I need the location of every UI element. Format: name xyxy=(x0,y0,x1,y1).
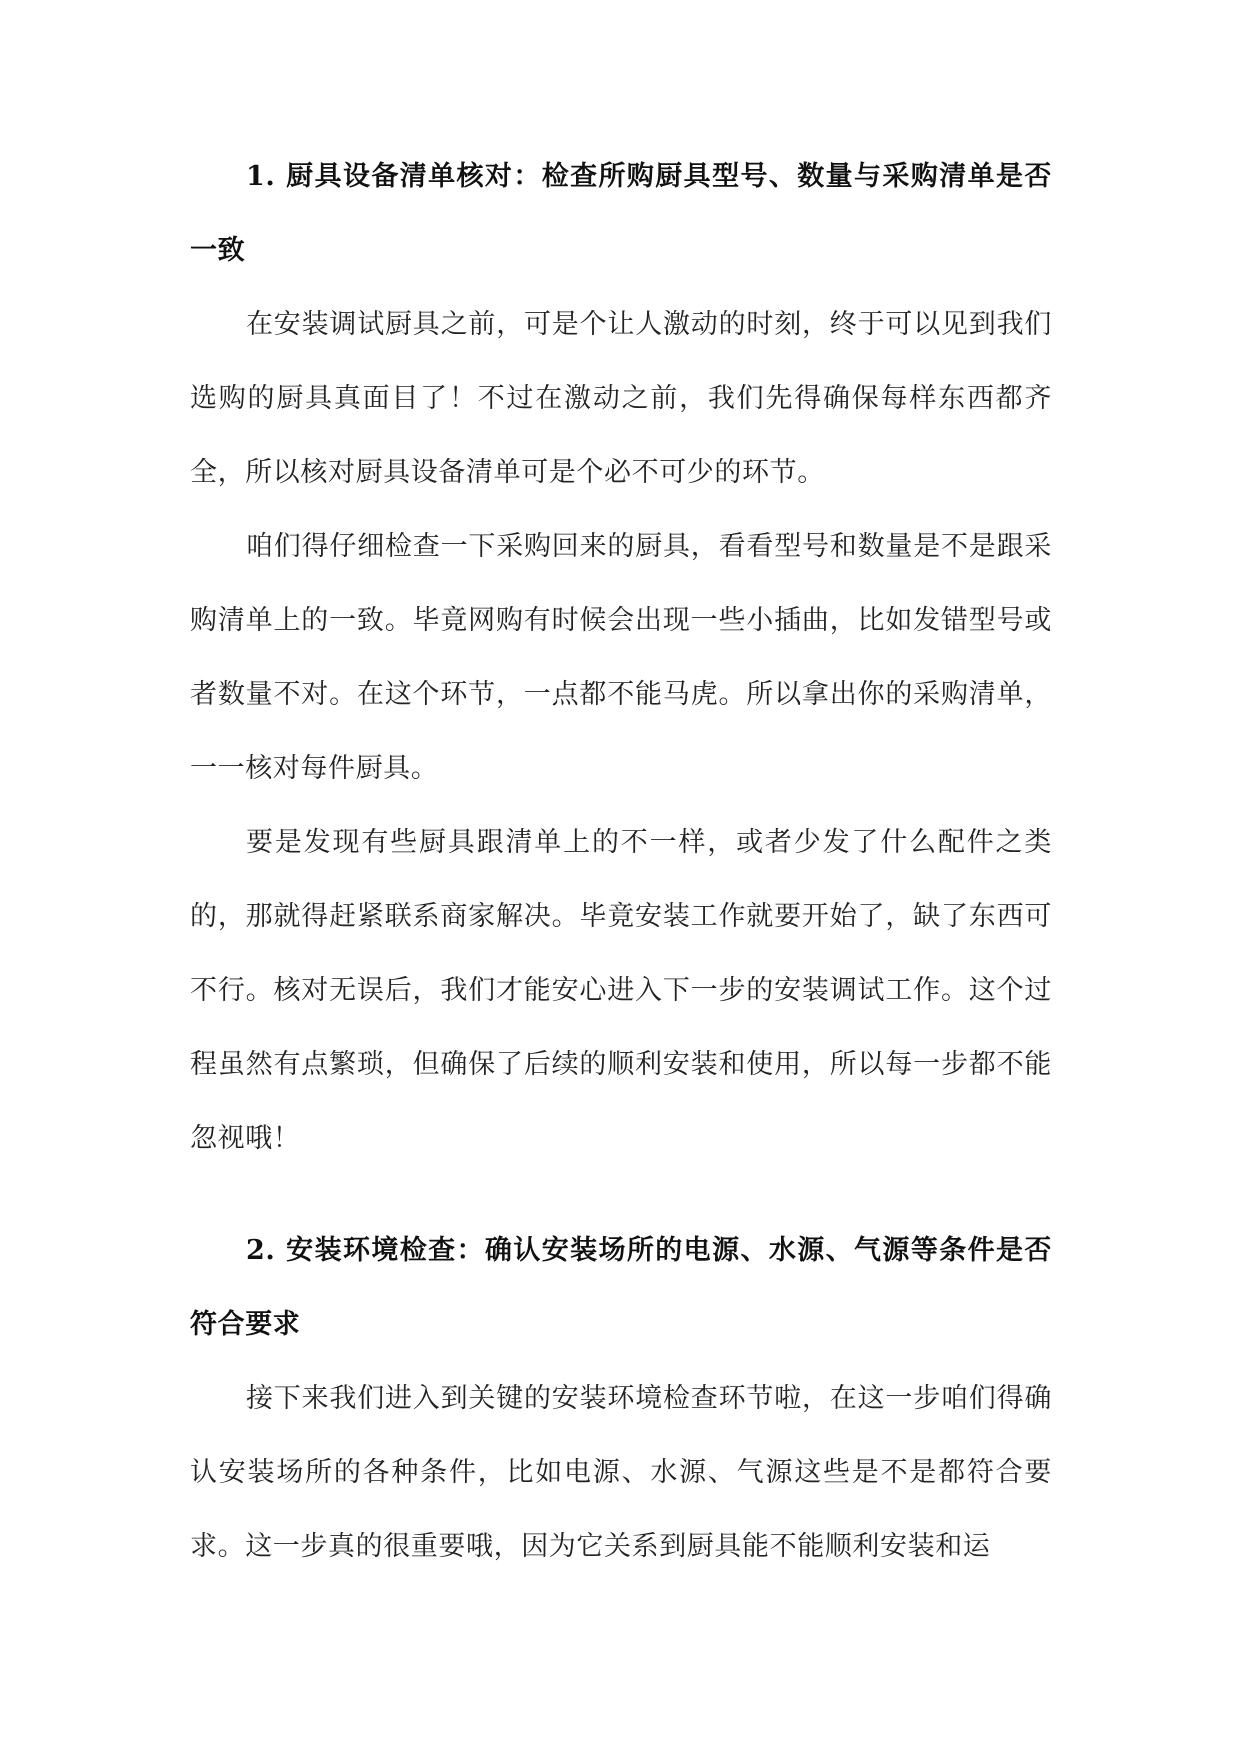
section-1-paragraph-2: 咱们得仔细检查一下采购回来的厨具，看看型号和数量是不是跟采购清单上的一致。毕竟网购有时候会出现一些小插曲，比如发错型号或者数量不对。在这个环节，一点都不能马虎。所以拿出你的采购清单，一一核对每件厨具。 xyxy=(190,531,1052,784)
section-1-paragraph-1: 在安装调试厨具之前，可是个让人激动的时刻，终于可以见到我们选购的厨具真面目了！不过在激动之前，我们先得确保每样东西都齐全，所以核对厨具设备清单可是个必不可少的环节。 xyxy=(190,309,1052,488)
section-1-paragraph-3: 要是发现有些厨具跟清单上的不一样，或者少发了什么配件之类的，那就得赶紧联系商家解决。毕竟安装工作就要开始了，缺了东西可不行。核对无误后，我们才能安心进入下一步的安装调试工作。这个过程虽然有点繁琐，但确保了后续的顺利安装和使用，所以每一步都不能忽视哦！ xyxy=(190,827,1052,1154)
section-1-heading: 1. 厨具设备清单核对：检查所购厨具型号、数量与采购清单是否一致 xyxy=(190,161,1052,266)
section-2-paragraph-1: 接下来我们进入到关键的安装环境检查环节啦，在这一步咱们得确认安装场所的各种条件，比如电源、水源、气源这些是不是都符合要求。这一步真的很重要哦，因为它关系到厨具能不能顺利安装和运 xyxy=(190,1383,1052,1562)
document-body xyxy=(190,140,1052,1584)
section-2-heading: 2. 安装环境检查：确认安装场所的电源、水源、气源等条件是否符合要求 xyxy=(190,1235,1052,1340)
